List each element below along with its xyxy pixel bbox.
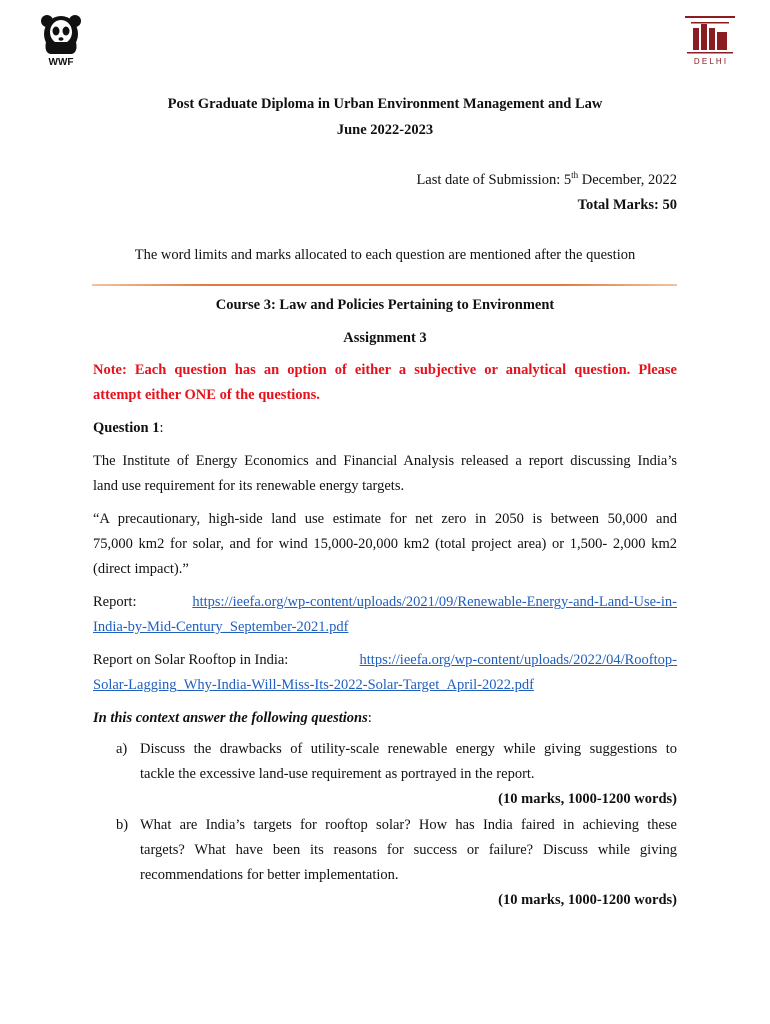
report-1-link-part-2[interactable]: India-by-Mid-Century_September-2021.pdf [93,619,349,635]
report-2-link-part-2[interactable]: Solar-Lagging_Why-India-Will-Miss-Its-2022-Solar-Target_April-2022.pdf [93,677,534,693]
assignment-title: Assignment 3 [343,330,427,346]
question-1-colon: : [159,420,164,436]
item-a-label: a) [116,741,128,757]
report-2-link-part-1[interactable]: https://ieefa.org/wp-content/uploads/2022/04/Rooftop- [359,652,677,668]
question-1-heading [93,420,677,437]
note-line-2: attempt either ONE of the questions. [93,387,320,403]
context-prompt-text: In this context answer the following questions [93,710,368,726]
total-marks: Total Marks: 50 [577,197,677,213]
section-divider [92,284,677,286]
report-1-label: Report: [93,594,137,610]
program-title: Post Graduate Diploma in Urban Environment Management and Law [167,96,603,112]
item-a-line-2: tackle the excessive land-use requirement as portrayed in the report. [140,766,535,782]
word-limits-note: The word limits and marks allocated to each question are mentioned after the question [134,247,636,263]
submission-prefix: Last date of Submission: 5 [416,172,572,188]
intro-line-2: land use requirement for its renewable energy targets. [93,478,405,494]
nlu-delhi-logo [683,14,737,68]
report-1-link-part-1[interactable]: https://ieefa.org/wp-content/uploads/2021/09/Renewable-Energy-and-Land-Use-in- [192,594,677,610]
question-1-label: Question 1 [93,420,160,436]
wwf-panda-logo [38,12,84,68]
submission-sup: th [571,170,579,181]
item-b-line-1: What are India’s targets for rooftop solar? How has India faired in achieving these [140,817,677,833]
item-a-line-1: Discuss the drawbacks of utility-scale renewable energy while giving suggestions to [140,741,677,757]
quote-line-1: “A precautionary, high-side land use estimate for net zero in 2050 is between 50,000 and [93,511,677,527]
intro-line-1: The Institute of Energy Economics and Financial Analysis released a report discussing India’s [93,453,677,469]
quote-line-3: (direct impact).” [93,561,189,577]
note-line-1: Note: Each question has an option of either a subjective or analytical question. Please [93,362,677,378]
nlu-logo-text: D E L H I [693,57,727,66]
submission-suffix: December, 2022 [578,172,677,188]
item-b-marks: (10 marks, 1000-1200 words) [498,892,677,908]
item-b-line-2: targets? What have been its reasons for success or failure? Discuss while giving [140,842,677,858]
context-prompt-colon: : [367,710,372,726]
context-prompt [93,710,677,727]
item-b-line-3: recommendations for better implementation. [140,867,399,883]
wwf-logo-text: WWF [48,57,74,68]
item-b-label: b) [116,817,129,833]
course-title: Course 3: Law and Policies Pertaining to Environment [215,297,555,313]
quote-line-2: 75,000 km2 for solar, and for wind 15,000-20,000 km2 (total project area) or 1,500- 2,000 km2 [93,536,677,552]
submission-date [300,172,677,189]
report-2-label: Report on Solar Rooftop in India: [93,652,289,668]
item-a-marks: (10 marks, 1000-1200 words) [498,791,677,807]
session-years: June 2022-2023 [336,122,434,138]
